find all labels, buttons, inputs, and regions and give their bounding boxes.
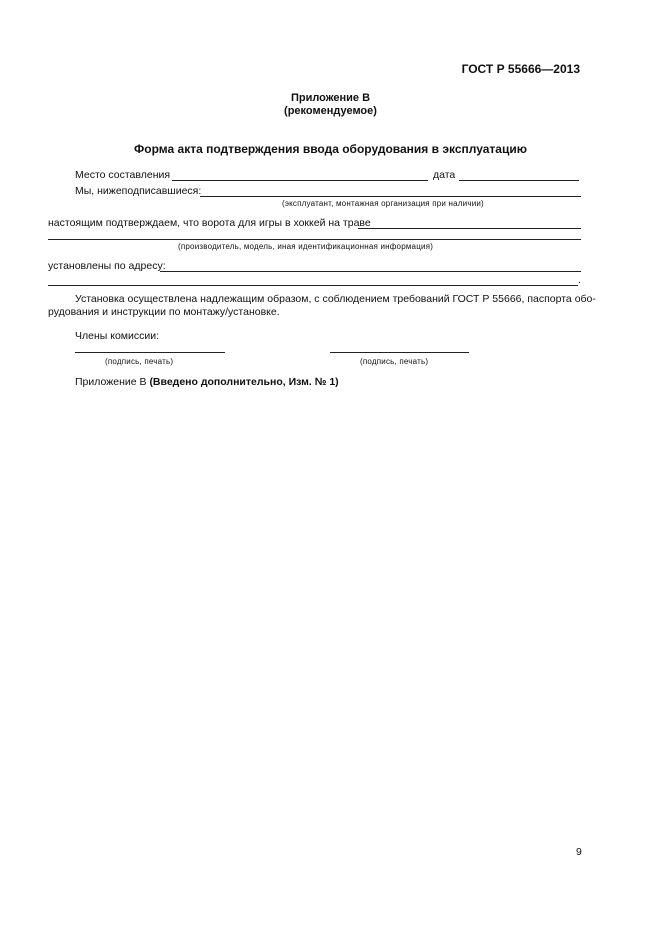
signature-hint-2: (подпись, печать) — [360, 357, 429, 366]
place-label: Место составления — [75, 169, 171, 181]
undersigned-label: Мы, нижеподписавшиеся: — [75, 185, 202, 197]
signature-field-2[interactable] — [330, 352, 469, 353]
date-field[interactable] — [459, 180, 579, 181]
document-code: ГОСТ Р 55666—2013 — [461, 62, 580, 76]
confirm-label: настоящим подтверждаем, что ворота для игры в хоккей на траве — [48, 217, 371, 229]
date-label: дата — [433, 169, 456, 181]
undersigned-hint: (эксплуатант, монтажная организация при наличии) — [282, 199, 484, 208]
appendix-subtitle: (рекомендуемое) — [284, 105, 377, 117]
address-field[interactable] — [160, 271, 581, 272]
address-label: установлены по адресу: — [48, 260, 166, 272]
install-text-line-1: Установка осуществлена надлежащим образом, с соблюдением требований ГОСТ Р 55666, паспорта обо- — [75, 293, 596, 305]
address-end: . — [578, 274, 581, 286]
manufacturer-field[interactable] — [48, 239, 581, 240]
page-number: 9 — [576, 846, 582, 858]
amendment-prefix: Приложение В — [75, 376, 150, 388]
goals-field[interactable] — [358, 228, 581, 229]
signature-hint-1: (подпись, печать) — [105, 357, 174, 366]
undersigned-field[interactable] — [200, 196, 581, 197]
install-text-line-2: рудования и инструкции по монтажу/установке. — [48, 306, 280, 318]
place-field[interactable] — [172, 180, 428, 181]
form-title: Форма акта подтверждения ввода оборудования в эксплуатацию — [134, 142, 527, 156]
address-field-line-2[interactable] — [48, 285, 578, 286]
commission-label: Члены комиссии: — [75, 330, 160, 342]
manufacturer-hint: (производитель, модель, иная идентификационная информация) — [178, 242, 434, 251]
signature-field-1[interactable] — [75, 352, 225, 353]
appendix-title: Приложение В — [290, 92, 371, 104]
amendment-note — [75, 376, 339, 389]
amendment-bold: (Введено дополнительно, Изм. № 1) — [149, 376, 339, 388]
